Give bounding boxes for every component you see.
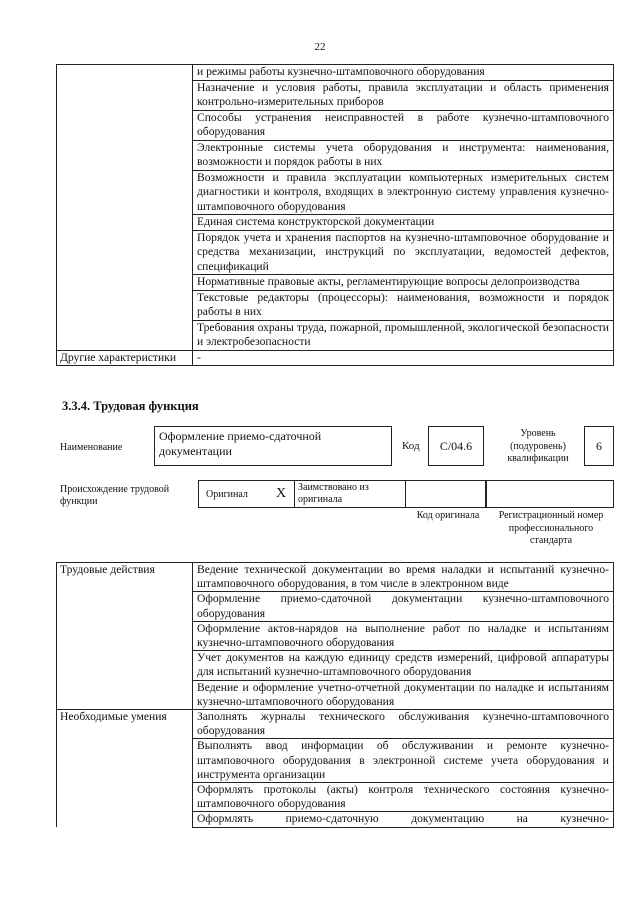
reg-number-cell (486, 480, 614, 508)
table-row (57, 621, 614, 650)
table-row (57, 320, 614, 350)
knowledge-item: Нормативные правовые акты, регламентирующие вопросы делопроизводства (193, 275, 614, 291)
table-row (57, 65, 614, 81)
level-value: 6 (584, 426, 614, 466)
knowledge-table (56, 64, 614, 366)
labor-actions-label: Трудовые действия (57, 563, 193, 592)
knowledge-item: Способы устранения неисправностей в работе кузнечно-штамповочного оборудования (193, 110, 614, 140)
original-label: Оригинал (206, 489, 248, 500)
level-label: Уровень (подуровень) квалификации (507, 428, 569, 464)
table-row (57, 812, 614, 827)
knowledge-item: Назначение и условия работы, правила эксплуатации и область применения контрольно-измерительных приборов (193, 80, 614, 110)
table-row (57, 783, 614, 812)
table-row (57, 563, 614, 592)
knowledge-item: Возможности и правила эксплуатации компьютерных измерительных систем диагностики и контроля, входящих в электронную систему управления кузнечно-штамповочного оборудования (193, 170, 614, 215)
table-row (57, 110, 614, 140)
table-row (57, 230, 614, 275)
knowledge-item: Текстовые редакторы (процессоры): наименования, возможности и порядок работы в них (193, 290, 614, 320)
code-value: C/04.6 (428, 426, 484, 466)
skill-item: Оформлять приемо-сдаточную документацию на кузнечно- (193, 812, 614, 827)
section-title: 3.3.4. Трудовая функция (62, 399, 199, 413)
original-mark: X (276, 486, 287, 501)
labor-action-item: Оформление приемо-сдаточной документации кузнечно-штамповочного оборудования (193, 592, 614, 621)
name-label: Наименование (60, 442, 123, 453)
labor-action-item: Оформление актов-нарядов на выполнение работ по наладке и испытаниям кузнечно-штамповочного оборудования (193, 621, 614, 650)
table-row (57, 680, 614, 709)
labor-action-item: Учет документов на каждую единицу средств измерений, цифровой аппаратуры для испытаний кузнечно-штамповочного оборудования (193, 651, 614, 680)
labor-action-item: Ведение технической документации во время наладки и испытаний кузнечно-штамповочного оборудования, в том числе в электронном виде (193, 563, 614, 592)
knowledge-item: Порядок учета и хранения паспортов на кузнечно-штамповочное оборудование и средства механизации, инструкций по эксплуатации, ведомостей дефектов, спецификаций (193, 230, 614, 275)
code-label: Код (402, 440, 420, 452)
other-characteristics-value: - (193, 350, 614, 366)
table-row (57, 290, 614, 320)
table-row (57, 739, 614, 783)
knowledge-item: Электронные системы учета оборудования и инструмента: наименования, возможности и порядок работы в них (193, 140, 614, 170)
knowledge-item: и режимы работы кузнечно-штамповочного оборудования (193, 65, 614, 81)
skill-item: Заполнять журналы технического обслуживания кузнечно-штамповочного оборудования (193, 710, 614, 739)
table-row (57, 170, 614, 215)
table-row (57, 710, 614, 739)
table-row (57, 350, 614, 366)
function-name-value: Оформление приемо-сдаточной документации (154, 426, 392, 466)
origin-code-cell (406, 480, 486, 508)
table-row (57, 592, 614, 621)
skill-item: Оформлять протоколы (акты) контроля технического состояния кузнечно-штамповочного оборудования (193, 783, 614, 812)
table-row (57, 275, 614, 291)
page-number: 22 (314, 41, 326, 53)
table-row (57, 80, 614, 110)
required-skills-label: Необходимые умения (57, 710, 193, 739)
skill-item: Выполнять ввод информации об обслуживании и ремонте кузнечно-штамповочного оборудования в электронной системе учета оборудования и инструмента организации (193, 739, 614, 783)
table-row (57, 651, 614, 680)
origin-code-label: Код оригинала (416, 510, 480, 521)
other-characteristics-label: Другие характеристики (57, 350, 193, 366)
table-row (57, 140, 614, 170)
labor-functions-table (56, 562, 614, 828)
borrowed-label: Заимствовано из оригинала (298, 482, 369, 505)
reg-number-label: Регистрационный номер профессионального стандарта (498, 510, 604, 546)
origin-label: Происхождение трудовой функции (60, 484, 170, 507)
labor-action-item: Ведение и оформление учетно-отчетной документации по наладке и испытаниям кузнечно-штамповочного оборудования (193, 680, 614, 709)
knowledge-item: Требования охраны труда, пожарной, промышленной, экологической безопасности и электробезопасности (193, 320, 614, 350)
table-row (57, 215, 614, 231)
knowledge-item: Единая система конструкторской документации (193, 215, 614, 231)
